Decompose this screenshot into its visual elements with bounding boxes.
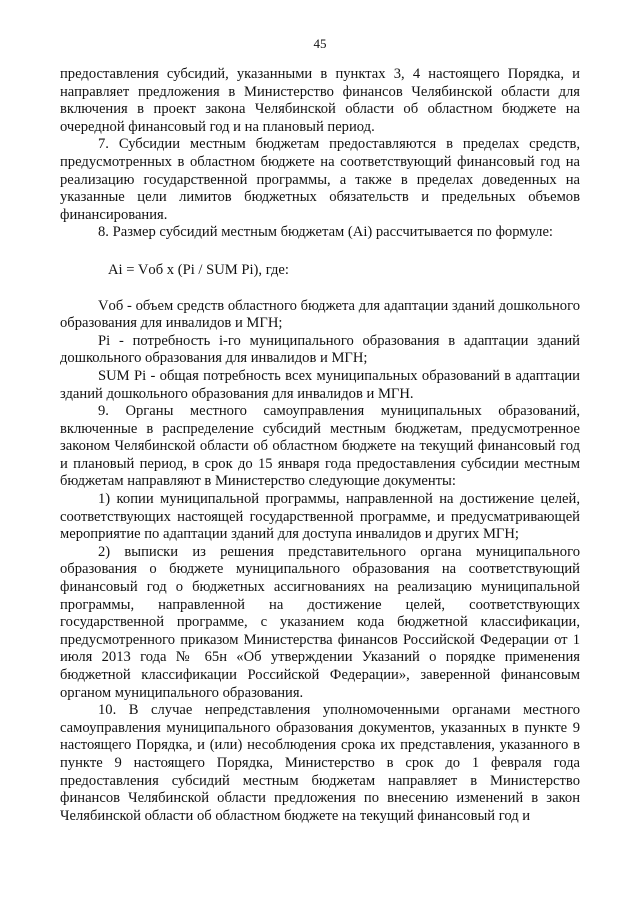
definition-sum-pi: SUM Pi - общая потребность всех муниципальных образований в адаптации зданий дошкольного образования для инвалидов и МГН. <box>60 367 580 402</box>
paragraph-continuation: предоставления субсидий, указанными в пунктах 3, 4 настоящего Порядка, и направляет предложения в Министерство финансов Челябинской области для включения в проект закона Челябинской области об областном бюджете на очередной финансовый год и на плановый период. <box>60 66 580 135</box>
definition-pi: Pi - потребность i-го муниципального образования в адаптации зданий дошкольного образования для инвалидов и МГН; <box>60 332 580 367</box>
definition-vob: Vоб - объем средств областного бюджета для адаптации зданий дошкольного образования для инвалидов и МГН; <box>60 297 580 332</box>
paragraph-7: 7. Субсидии местным бюджетам предоставляются в пределах средств, предусмотренных в областном бюджете на соответствующий финансовый год на реализацию государственной программы, а также в пределах доведенных на указанные цели лимитов бюджетных обязательств и предельных объемов финансирования. <box>60 136 580 223</box>
formula: Ai = Vоб х (Pi / SUM Pi), где: <box>108 261 289 278</box>
paragraph-9-item-1: 1) копии муниципальной программы, направленной на достижение целей, соответствующих настоящей государственной программе, и предусматривающей мероприятие по адаптации зданий для доступа инвалидов и других МГН; <box>60 491 580 543</box>
paragraph-8: 8. Размер субсидий местным бюджетам (Ai) рассчитывается по формуле: <box>98 224 553 241</box>
document-body <box>60 66 580 825</box>
paragraph-10: 10. В случае непредставления уполномоченными органами местного самоуправления муниципального образования документов, указанных в пункте 9 настоящего Порядка, и (или) несоблюдения срока их представления, указанного в пункте 9 настоящего Порядка, Министерство в срок до 1 февраля года предоставления субсидий местным бюджетам направляет в Министерство финансов Челябинской области предложения по внесению изменений в закон Челябинской области об областном бюджете на текущий финансовый год и <box>60 702 580 824</box>
paragraph-9: 9. Органы местного самоуправления муниципальных образований, включенные в распределение субсидий местным бюджетам, предусмотренное законом Челябинской области об областном бюджете на текущий финансовый год и плановый период, в срок до 15 января года предоставления субсидии местным бюджетам направляют в Министерство следующие документы: <box>60 403 580 490</box>
paragraph-9-item-2: 2) выписки из решения представительного органа муниципального образования о бюджете муниципального образования на соответствующий финансовый год о бюджетных ассигнованиях на реализацию муниципальной программы, направленной на достижение целей, соответствующих государственной программе, с указанием кода бюджетной классификации, предусмотренного приказом Министерства финансов Российской Федерации от 1 июля 2013 года № 65н «Об утверждении Указаний о порядке применения бюджетной классификации Российской Федерации», заверенной финансовым органом муниципального образования. <box>60 543 580 701</box>
page-number: 45 <box>313 36 327 51</box>
